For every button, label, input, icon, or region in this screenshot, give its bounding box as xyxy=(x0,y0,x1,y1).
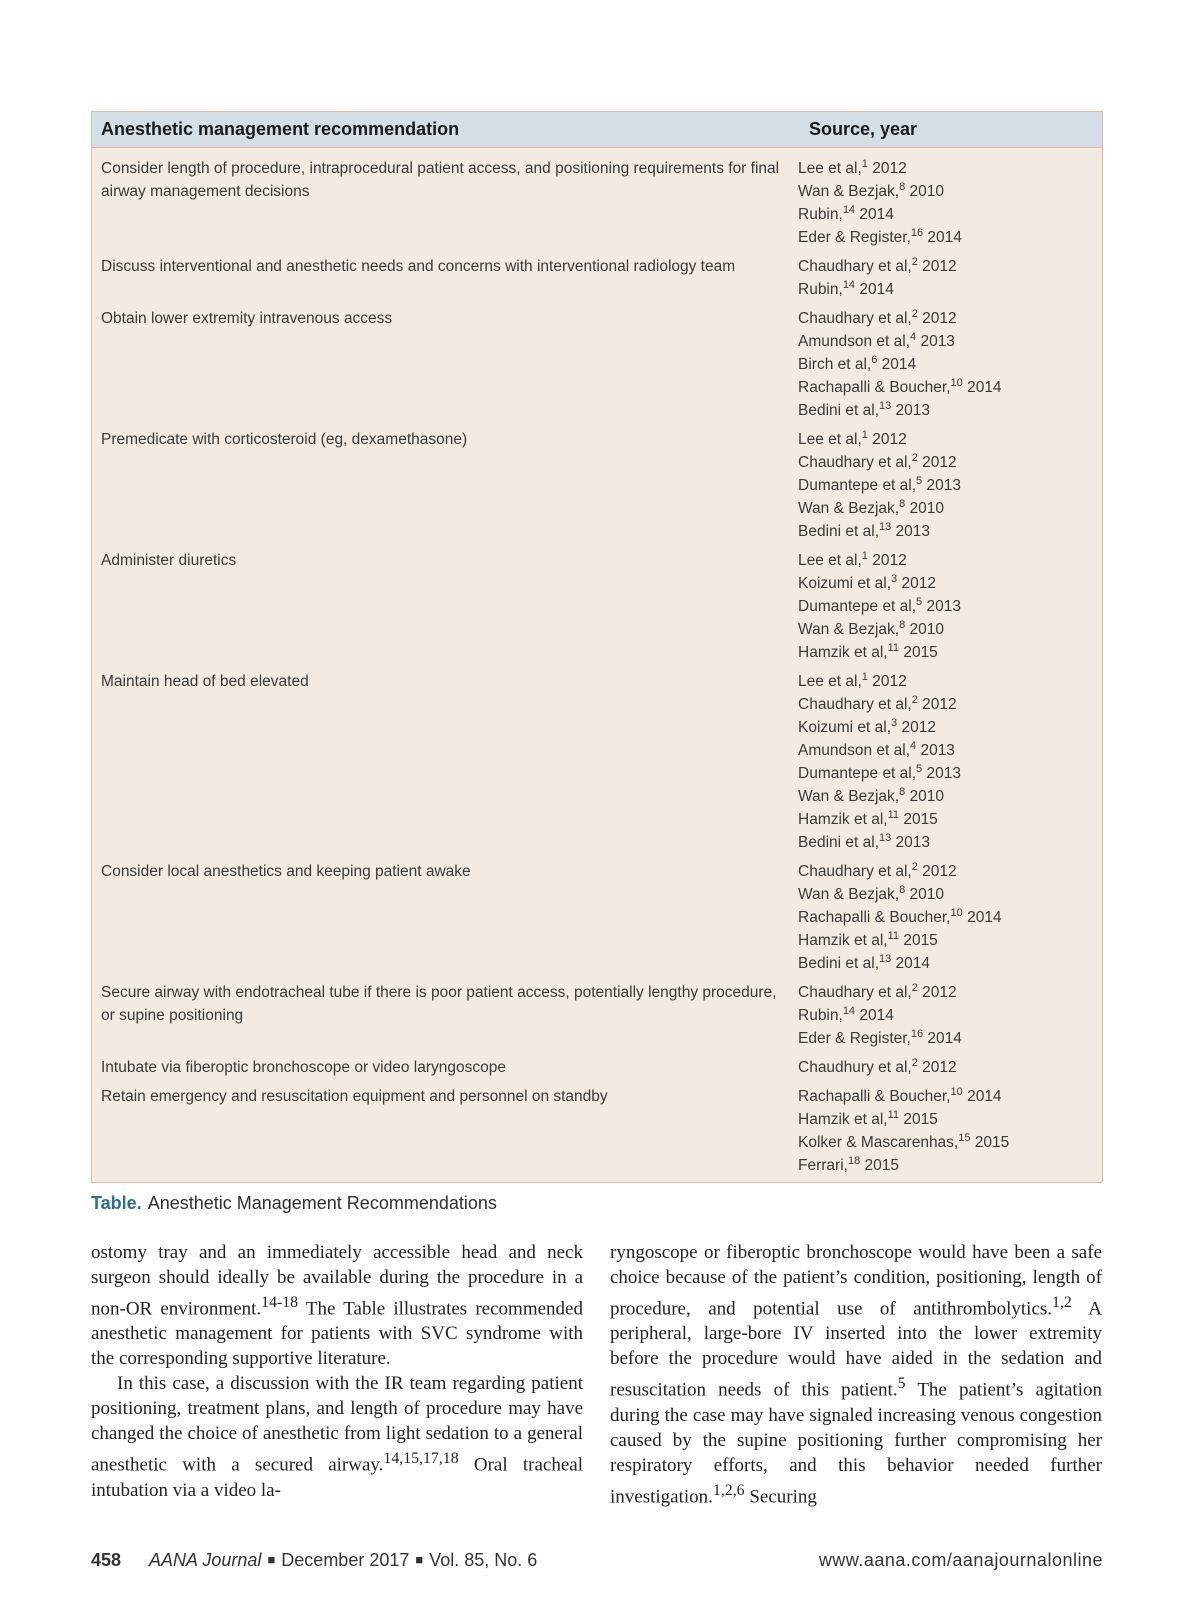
source-citation: Lee et al,$^1$ 2012 xyxy=(798,671,907,690)
source-cell xyxy=(798,1085,1102,1177)
source-citation: Wan & Bezjak,$^8$ 2010 xyxy=(798,498,944,517)
source-cell xyxy=(798,981,1102,1050)
source-citation: Hamzik et al,$^{11}$ 2015 xyxy=(798,809,938,828)
source-citation: Eder & Register,$^{16}$ 2014 xyxy=(798,1028,962,1047)
table-row xyxy=(92,1056,1102,1079)
table-row xyxy=(92,670,1102,854)
source-citation: Ferrari,$^{18}$ 2015 xyxy=(798,1155,899,1174)
header-source: Source, year xyxy=(809,119,918,139)
source-citation: Hamzik et al,$^{11}$ 2015 xyxy=(798,642,938,661)
table-caption xyxy=(91,1193,497,1214)
source-citation: Rubin,$^{14}$ 2014 xyxy=(798,1005,894,1024)
source-citation: Birch et al,$^6$ 2014 xyxy=(798,354,917,373)
source-citation: Wan & Bezjak,$^8$ 2010 xyxy=(798,181,944,200)
source-citation: Dumantepe et al,$^5$ 2013 xyxy=(798,763,961,782)
caption-text: Anesthetic Management Recommendations xyxy=(147,1193,497,1213)
source-citation: Bedini et al,$^{13}$ 2014 xyxy=(798,953,931,972)
header-recommendation: Anesthetic management recommendation xyxy=(101,119,460,139)
page-number: 458 xyxy=(91,1550,122,1570)
paragraph: In this case, a discussion with the IR team regarding patient positioning, treatment plans, and length of procedure may have changed the choice of anesthetic from light sedation to a general anesthetic with a secured airway.$^{14,15,17,18}$ Oral tracheal intubation via a video la- xyxy=(91,1373,583,1501)
source-cell xyxy=(798,860,1102,975)
source-citation: Rachapalli & Boucher,$^{10}$ 2014 xyxy=(798,377,1002,396)
table-row xyxy=(92,981,1102,1050)
source-cell xyxy=(798,255,1102,301)
table-row xyxy=(92,860,1102,975)
caption-label: Table. xyxy=(91,1193,142,1213)
source-citation: Dumantepe et al,$^5$ 2013 xyxy=(798,596,961,615)
source-citation: Bedini et al,$^{13}$ 2013 xyxy=(798,400,931,419)
recommendation-cell: Retain emergency and resuscitation equipment and personnel on standby xyxy=(101,1088,608,1105)
paragraph: ryngoscope or fiberoptic bronchoscope would have been a safe choice because of the patient’s condition, positioning, length of procedure, and potential use of antithrombolytics.$^{1,2}$ A peripheral, large-bore IV inserted into the lower extremity before the procedure would have aided in the sedation and resuscitation needs of this patient.$^5$ The patient’s agitation during the case may have signaled increasing venous congestion caused by the supine positioning further compromising her respiratory efforts, and this behavior needed further investigation.$^{1,2,6}$ Securing xyxy=(610,1242,1102,1507)
source-cell xyxy=(798,307,1102,422)
source-citation: Rachapalli & Boucher,$^{10}$ 2014 xyxy=(798,1086,1002,1105)
source-citation: Amundson et al,$^4$ 2013 xyxy=(798,331,955,350)
citation: 14-18 xyxy=(261,1294,299,1311)
source-citation: Chaudhury et al,$^2$ 2012 xyxy=(798,1057,957,1076)
citation: 14,15,17,18 xyxy=(383,1450,459,1468)
table-row xyxy=(92,1085,1102,1177)
journal-name: AANA Journal xyxy=(149,1550,262,1570)
source-citation: Chaudhary et al,$^2$ 2012 xyxy=(798,982,957,1001)
source-citation: Rachapalli & Boucher,$^{10}$ 2014 xyxy=(798,907,1002,926)
table-header xyxy=(92,112,1102,148)
source-citation: Dumantepe et al,$^5$ 2013 xyxy=(798,475,961,494)
source-cell xyxy=(798,157,1102,249)
paragraph: ostomy tray and an immediately accessible head and neck surgeon should ideally be available during the procedure in a non-OR environment.$^{14-18}$ The Table illustrates recommended anesthetic management for patients with SVC syndrome with the corresponding supportive literature. xyxy=(91,1242,583,1370)
issue-date: December 2017 xyxy=(281,1550,410,1570)
body-column-left xyxy=(91,1240,583,1503)
recommendation-cell: Secure airway with endotracheal tube if there is poor patient access, potentially lengthy procedure, or supine positioning xyxy=(101,984,777,1024)
source-citation: Wan & Bezjak,$^8$ 2010 xyxy=(798,619,944,638)
table-row xyxy=(92,549,1102,664)
table-row xyxy=(92,428,1102,543)
table-row xyxy=(92,255,1102,301)
source-cell xyxy=(798,428,1102,543)
recommendation-cell: Administer diuretics xyxy=(101,552,237,569)
source-citation: Wan & Bezjak,$^8$ 2010 xyxy=(798,786,944,805)
source-citation: Chaudhary et al,$^2$ 2012 xyxy=(798,861,957,880)
source-cell xyxy=(798,549,1102,664)
source-citation: Koizumi et al,$^3$ 2012 xyxy=(798,573,936,592)
table-row xyxy=(92,307,1102,422)
source-citation: Chaudhary et al,$^2$ 2012 xyxy=(798,308,957,327)
source-cell xyxy=(798,670,1102,854)
source-citation: Chaudhary et al,$^2$ 2012 xyxy=(798,256,957,275)
body-column-right xyxy=(610,1240,1102,1509)
recommendation-cell: Consider length of procedure, intraprocedural patient access, and positioning requirements for final airway management decisions xyxy=(101,160,780,200)
table-row xyxy=(92,157,1102,249)
recommendations-table xyxy=(91,111,1103,1183)
source-citation: Amundson et al,$^4$ 2013 xyxy=(798,740,955,759)
volume: Vol. 85, No. 6 xyxy=(429,1550,538,1570)
journal-url[interactable]: www.aana.com/aanajournalonline xyxy=(818,1550,1103,1570)
citation: 1,2,6 xyxy=(712,1481,745,1499)
source-citation: Lee et al,$^1$ 2012 xyxy=(798,158,907,177)
recommendation-cell: Discuss interventional and anesthetic needs and concerns with interventional radiology team xyxy=(101,258,736,275)
source-citation: Koizumi et al,$^3$ 2012 xyxy=(798,717,936,736)
source-citation: Hamzik et al,$^{11}$ 2015 xyxy=(798,1109,938,1128)
source-citation: Bedini et al,$^{13}$ 2013 xyxy=(798,832,931,851)
source-citation: Lee et al,$^1$ 2012 xyxy=(798,550,907,569)
citation: 1,2 xyxy=(1052,1294,1072,1311)
recommendation-cell: Intubate via fiberoptic bronchoscope or video laryngoscope xyxy=(101,1059,506,1076)
recommendation-cell: Premedicate with corticosteroid (eg, dexamethasone) xyxy=(101,431,468,448)
recommendation-cell: Maintain head of bed elevated xyxy=(101,673,309,690)
table-body xyxy=(92,148,1102,1177)
citation: 5 xyxy=(897,1375,906,1393)
source-citation: Hamzik et al,$^{11}$ 2015 xyxy=(798,930,938,949)
source-citation: Chaudhary et al,$^2$ 2012 xyxy=(798,694,957,713)
source-citation: Wan & Bezjak,$^8$ 2010 xyxy=(798,884,944,903)
source-cell xyxy=(798,1056,1102,1079)
source-citation: Bedini et al,$^{13}$ 2013 xyxy=(798,521,931,540)
source-citation: Lee et al,$^1$ 2012 xyxy=(798,429,907,448)
source-citation: Kolker & Mascarenhas,$^{15}$ 2015 xyxy=(798,1132,1010,1151)
recommendation-cell: Obtain lower extremity intravenous access xyxy=(101,310,393,327)
source-citation: Eder & Register,$^{16}$ 2014 xyxy=(798,227,962,246)
recommendation-cell: Consider local anesthetics and keeping patient awake xyxy=(101,863,471,880)
source-citation: Rubin,$^{14}$ 2014 xyxy=(798,279,894,298)
source-citation: Rubin,$^{14}$ 2014 xyxy=(798,204,894,223)
page-footer: 458 AANA Journal ■ December 2017 ■ Vol. 85, No. 6 www.aana.com/aanajournalonline xyxy=(91,1550,1103,1570)
source-citation: Chaudhary et al,$^2$ 2012 xyxy=(798,452,957,471)
